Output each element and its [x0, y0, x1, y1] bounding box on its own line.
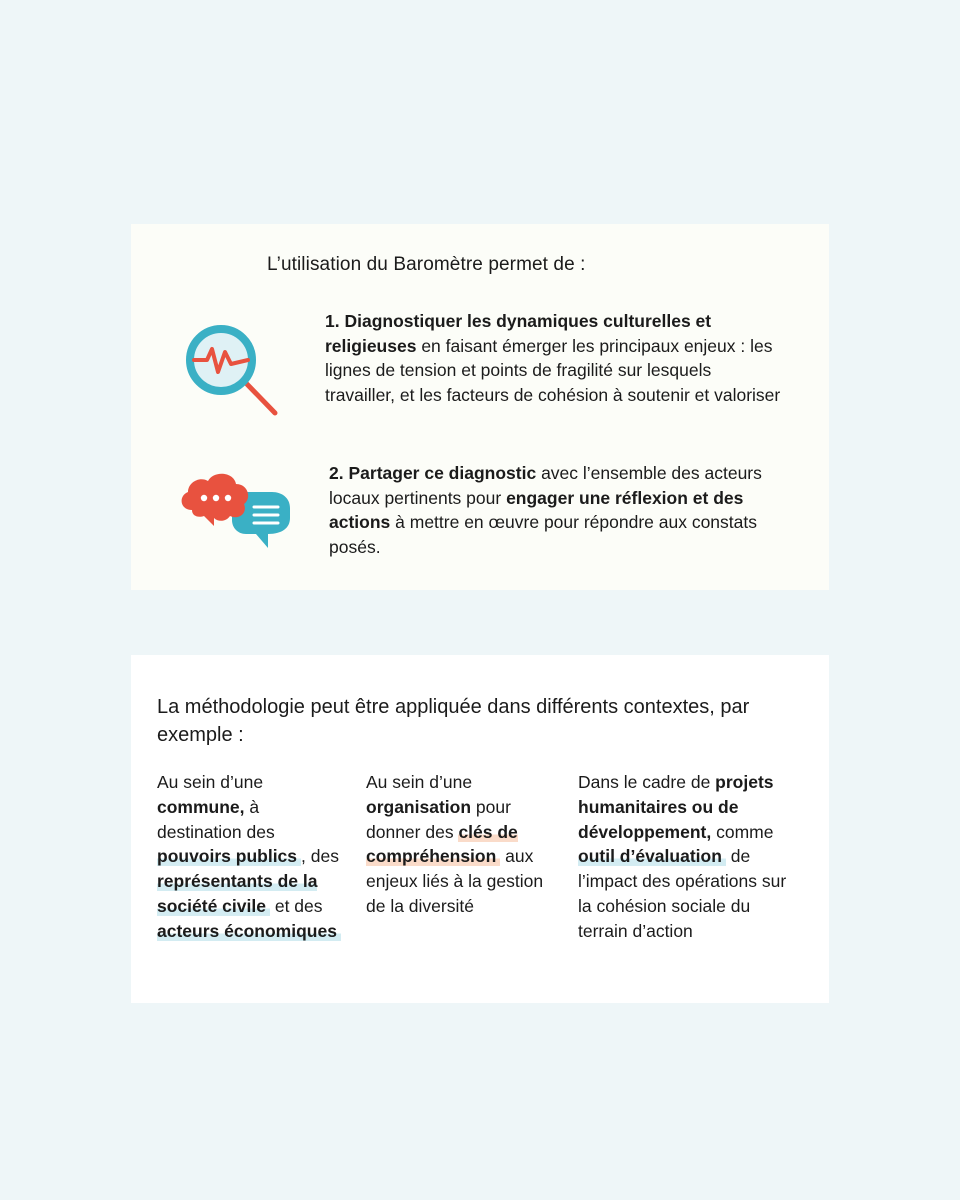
speech-bubbles-icon — [178, 470, 296, 557]
context-highlight: acteurs économiques — [157, 921, 341, 941]
context-text: et des — [269, 895, 323, 916]
context-text: à destination des — [157, 796, 275, 842]
context-bold: commune, — [157, 796, 245, 817]
item-text: avec l’ensemble des acteurs locaux pertinents pour — [329, 463, 762, 508]
methodology-contexts-card — [131, 655, 829, 1003]
context-text: pour donner des — [366, 796, 511, 842]
item-number: 2. — [329, 463, 344, 483]
magnifier-pulse-icon — [181, 322, 281, 427]
item-bold: Diagnostiquer les dynamiques culturelles et religieuses — [325, 311, 712, 356]
context-column-commune — [157, 770, 342, 944]
context-bold: projets humanitaires ou de développement, — [578, 772, 774, 842]
item-bold: engager une réflexion et des actions — [329, 487, 744, 532]
use-item-share — [329, 461, 779, 559]
context-text: de l’impact des opérations sur la cohésion sociale du terrain d’action — [578, 846, 787, 941]
context-highlight: représentants de la société civile — [157, 871, 318, 916]
context-bold: organisation — [366, 796, 472, 817]
context-column-projets — [578, 770, 803, 944]
context-text: , des — [301, 846, 339, 867]
context-text: Au sein d’une — [366, 772, 473, 792]
use-item-diagnose — [325, 309, 785, 407]
context-text: Dans le cadre de — [578, 772, 716, 792]
item-text: en faisant émerger les principaux enjeux : les lignes de tension et points de fragilité sur lesquels travailler, et les facteurs de cohésion à soutenir et valoriser — [325, 335, 781, 405]
context-text: aux enjeux liés à la gestion de la diversité — [366, 846, 544, 916]
context-column-organisation — [366, 770, 561, 919]
item-bold: Partager ce diagnostic — [348, 463, 537, 483]
barometre-uses-card — [131, 224, 829, 590]
context-text: comme — [711, 821, 774, 842]
context-highlight: pouvoirs publics — [157, 846, 301, 866]
item-number: 1. — [325, 311, 340, 331]
context-text: Au sein d’une — [157, 772, 264, 792]
methodology-intro: La méthodologie peut être appliquée dans différents contextes, par exemple : — [157, 696, 750, 746]
context-highlight: clés de compréhension — [366, 821, 518, 867]
item-text: à mettre en œuvre pour répondre aux constats posés. — [329, 512, 757, 557]
uses-intro: L’utilisation du Baromètre permet de : — [267, 254, 586, 275]
context-highlight: outil d’évaluation — [578, 846, 726, 866]
